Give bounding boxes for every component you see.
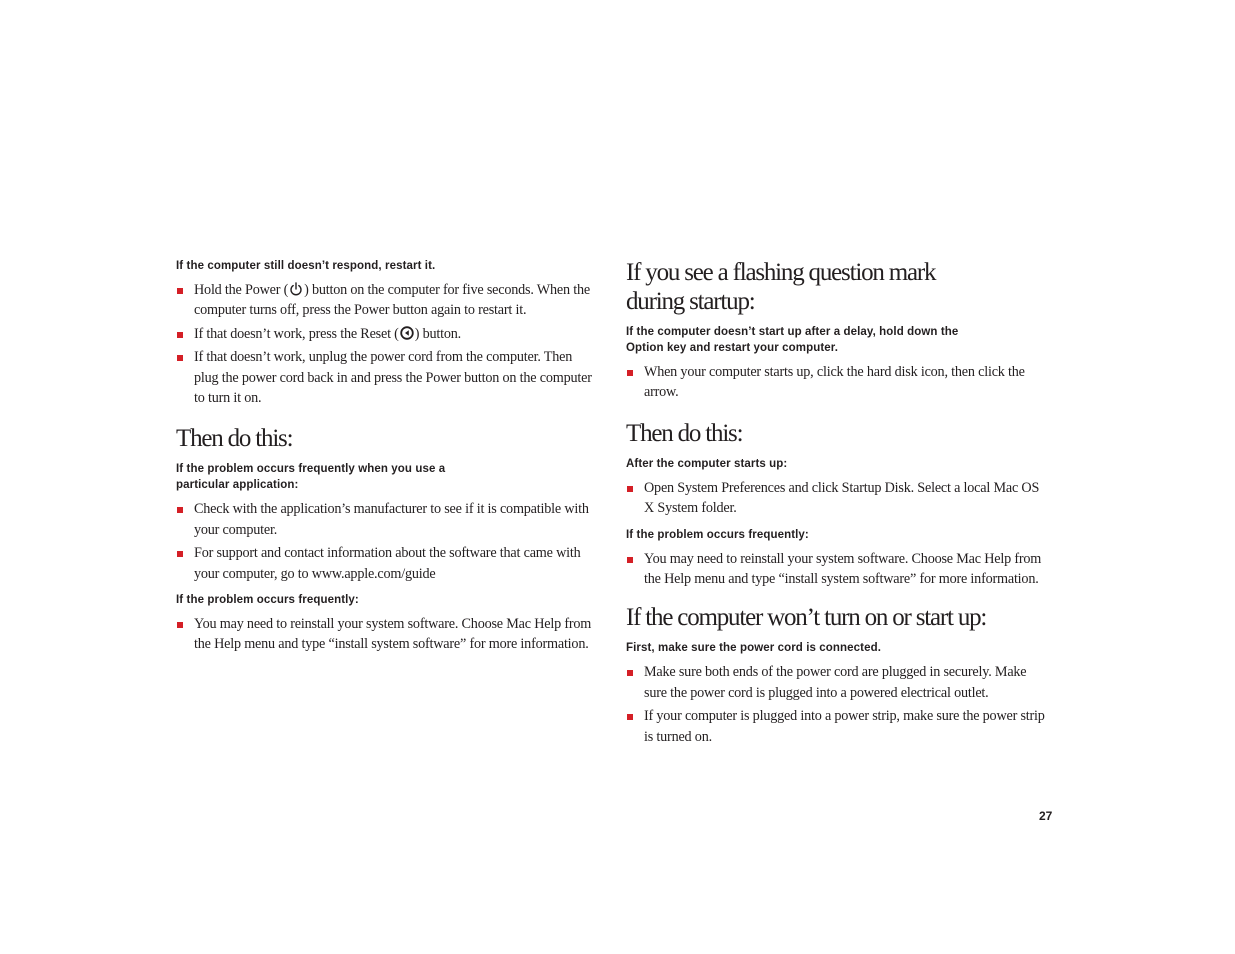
subheading-application: If the problem occurs frequently when you use a particular application:	[176, 463, 446, 492]
bullet-marker	[627, 670, 633, 676]
bullet-marker	[627, 486, 633, 492]
list-item: Check with the application’s manufacturer to see if it is compatible with your computer.	[176, 499, 596, 540]
left-column	[176, 258, 596, 663]
list-item: Open System Preferences and click Startup Disk. Select a local Mac OS X System folder.	[626, 478, 1051, 519]
bullet-marker	[627, 370, 633, 376]
bullet-marker	[177, 332, 183, 338]
subheading-frequent: If the problem occurs frequently:	[176, 594, 359, 607]
bullet-marker	[627, 714, 633, 720]
right-column	[626, 258, 1051, 755]
subheading-restart: If the computer still doesn’t respond, restart it.	[176, 260, 436, 272]
startup-disk-list	[626, 478, 1051, 519]
list-item: Make sure both ends of the power cord are plugged in securely. Make sure the power cord is plugged into a powered electrical outlet.	[626, 662, 1051, 703]
list-item: When your computer starts up, click the hard disk icon, then click the arrow.	[626, 362, 1051, 403]
section-heading-then-do-this-right: Then do this:	[626, 419, 743, 447]
section-heading-question-mark: If you see a flashing question mark during startup:	[626, 259, 936, 315]
subheading-option-key: If the computer doesn’t start up after a delay, hold down the Option key and restart your computer.	[626, 326, 959, 354]
restart-list	[176, 280, 596, 408]
list-item: You may need to reinstall your system software. Choose Mac Help from the Help menu and type “install system software” for more information.	[626, 549, 1051, 590]
list-item: Hold the Power ( ) button on the computer for five seconds. When the computer turns off, press the Power button again to restart it.	[176, 280, 596, 321]
list-item: If your computer is plugged into a power strip, make sure the power strip is turned on.	[626, 706, 1051, 747]
list-item: If that doesn’t work, unplug the power cord from the computer. Then plug the power cord back in and press the Power button on the computer to turn it on.	[176, 347, 596, 408]
bullet-marker	[177, 551, 183, 557]
subheading-frequent-right: If the problem occurs frequently:	[626, 528, 809, 541]
bullet-marker	[177, 507, 183, 513]
bullet-marker	[177, 355, 183, 361]
list-item: You may need to reinstall your system software. Choose Mac Help from the Help menu and type “install system software” for more information.	[176, 614, 596, 655]
application-list	[176, 499, 596, 584]
reinstall-list-right	[626, 549, 1051, 590]
power-icon	[289, 282, 303, 296]
page-number: 27	[1039, 809, 1053, 823]
list-item: If that doesn’t work, press the Reset ( ) button.	[176, 324, 596, 344]
reset-icon	[400, 326, 414, 340]
list-item: For support and contact information about the software that came with your computer, go to www.apple.com/guide	[176, 543, 596, 584]
subheading-after-startup: After the computer starts up:	[626, 457, 788, 470]
startup-list	[626, 362, 1051, 403]
reinstall-list	[176, 614, 596, 655]
section-heading-then-do-this: Then do this:	[176, 425, 293, 453]
power-cord-list	[626, 662, 1051, 747]
bullet-marker	[177, 288, 183, 294]
bullet-marker	[177, 622, 183, 628]
subheading-power-cord: First, make sure the power cord is connected.	[626, 642, 882, 655]
section-heading-wont-turn-on: If the computer won’t turn on or start up:	[626, 604, 987, 632]
bullet-marker	[627, 557, 633, 563]
